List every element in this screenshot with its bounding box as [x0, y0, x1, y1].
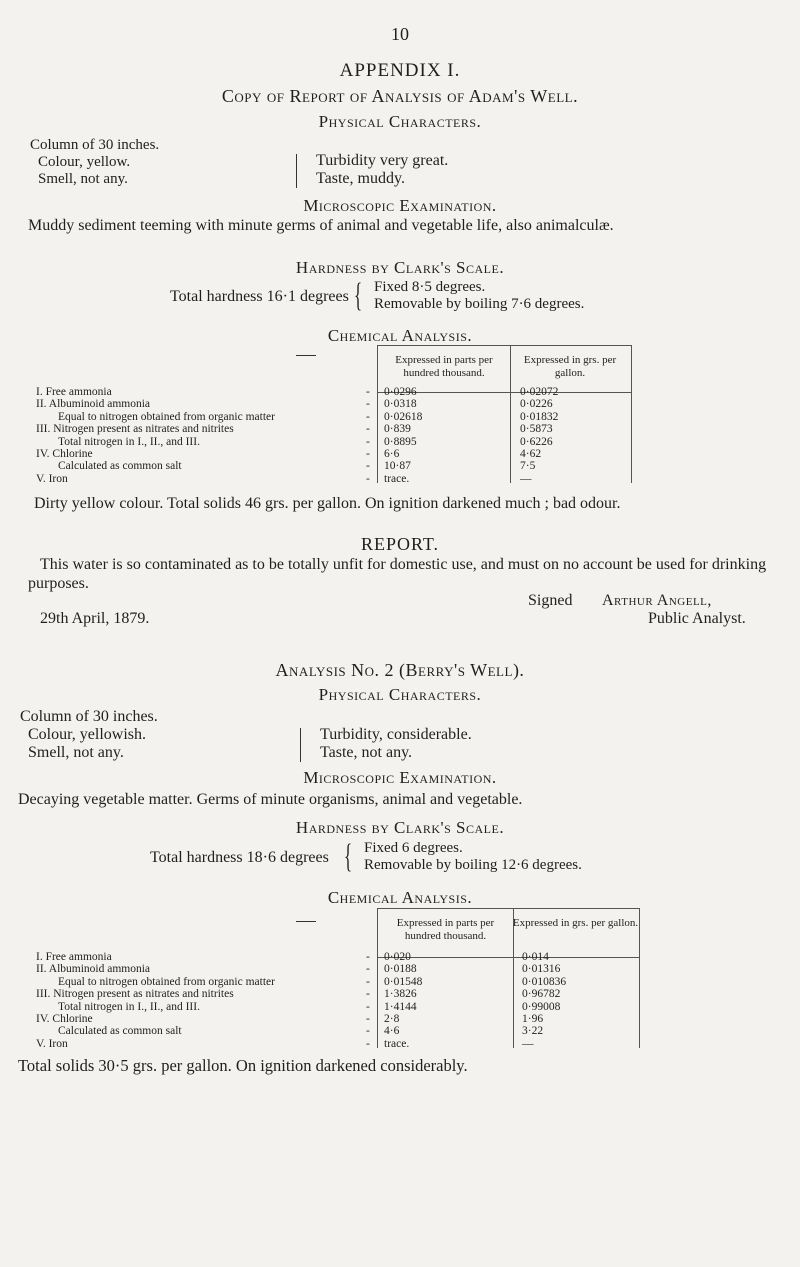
report1-micro-text: Muddy sediment teeming with minute germs of animal and vegetable life, also animalculæ.: [28, 217, 614, 234]
table-cell-parts: trace.: [384, 472, 410, 485]
table-cell-grs: 7·5: [520, 460, 536, 473]
table-cell-grs: 0·01832: [520, 410, 559, 423]
table-row-label: V. Iron: [36, 472, 68, 485]
table-cell-parts: 0·8895: [384, 435, 417, 448]
table-cell-parts: trace.: [384, 1037, 410, 1050]
report2-micro-text: Decaying vegetable matter. Germs of minute organisms, animal and vegetable.: [18, 791, 523, 808]
report2-turbidity: Turbidity, considerable.: [320, 726, 472, 743]
leader-dashes: -: [366, 435, 370, 448]
leader-dashes: -: [366, 472, 370, 485]
table-cell-parts: 0·839: [384, 423, 411, 436]
signer-title: Public Analyst.: [648, 610, 746, 627]
table-cell-parts: 6·6: [384, 448, 400, 460]
report1-report-text: This water is so contaminated as to be totally unfit for domestic use, and must on no account be used for drinking purposes.: [28, 556, 767, 592]
report2-chemical-heading: Chemical Analysis.: [327, 888, 473, 907]
report2-colour: Colour, yellowish.: [28, 726, 147, 743]
table-row-label: Calculated as common salt: [58, 1025, 182, 1038]
table-row-label: III. Nitrogen present as nitrates and nitrites: [36, 423, 234, 436]
table-cell-parts: 0·020: [384, 951, 411, 963]
table-row-label: Total nitrogen in I., II., and III.: [58, 1000, 200, 1013]
report2-col-header-grs: Expressed in grs. per gallon.: [512, 908, 640, 958]
report2-smell: Smell, not any.: [28, 744, 124, 761]
report1-col-header-grs: Expressed in grs. per gallon.: [509, 345, 632, 393]
table-cell-parts: 0·0318: [384, 398, 417, 411]
table-cell-parts: 0·0188: [384, 963, 417, 976]
report1-hardness-fixed: Fixed 8·5 degrees.: [374, 279, 486, 295]
report2-hardness-fixed: Fixed 6 degrees.: [364, 840, 463, 856]
table-row-label: IV. Chlorine: [36, 1013, 93, 1025]
table-row-label: II. Albuminoid ammonia: [36, 398, 151, 411]
table-row-label: IV. Chlorine: [36, 448, 93, 460]
report2-title: Analysis No. 2 (Berry's Well).: [275, 660, 525, 680]
brace-icon: {: [344, 838, 353, 875]
report1-column: Column of 30 inches.: [30, 137, 160, 153]
report2-divider: [300, 728, 301, 762]
table-row-label: II. Albuminoid ammonia: [36, 963, 151, 976]
leader-dashes: -: [366, 386, 370, 398]
brace-icon: {: [354, 277, 363, 314]
leader-dashes: -: [366, 410, 370, 423]
report2-hardness-block: [150, 838, 630, 878]
appendix-title: APPENDIX I.: [339, 60, 461, 81]
page-number: 10: [391, 24, 409, 44]
table-row-label: Equal to nitrogen obtained from organic matter: [58, 975, 275, 988]
table-cell-grs: 4·62: [520, 448, 542, 460]
leader-dashes: -: [366, 460, 370, 473]
report1-micro-heading: Microscopic Examination.: [303, 196, 497, 215]
blank-header-dash: [296, 355, 316, 356]
table-cell-grs: 0·014: [522, 951, 549, 963]
report1-col-header-parts: Expressed in parts per hundred thousand.: [377, 345, 511, 393]
table-cell-grs: 0·02072: [520, 386, 559, 398]
leader-dashes: -: [366, 988, 370, 1001]
report1-turbidity: Turbidity very great.: [316, 152, 449, 169]
report1-chemical-heading: Chemical Analysis.: [327, 326, 473, 345]
table-cell-grs: 1·96: [522, 1013, 544, 1025]
leader-dashes: -: [366, 1037, 370, 1050]
leader-dashes: -: [366, 975, 370, 988]
table-row-label: Total nitrogen in I., II., and III.: [58, 435, 200, 448]
report1-summary: Dirty yellow colour. Total solids 46 grs. per gallon. On ignition darkened much ; bad odour.: [34, 495, 621, 512]
leader-dashes: -: [366, 963, 370, 976]
report1-report-heading: REPORT.: [360, 534, 440, 554]
report2-hardness-total: Total hardness 18·6 degrees: [150, 849, 329, 866]
report1-hardness-removable: Removable by boiling 7·6 degrees.: [374, 296, 585, 312]
table-cell-parts: 0·02618: [384, 410, 423, 423]
report1-colour: Colour, yellow.: [38, 154, 131, 170]
leader-dashes: -: [366, 1013, 370, 1025]
table-cell-grs: 0·99008: [522, 1000, 561, 1013]
report1-smell: Smell, not any.: [38, 171, 128, 187]
leader-dashes: -: [366, 398, 370, 411]
table-cell-grs: —: [520, 472, 532, 485]
report2-micro-heading: Microscopic Examination.: [303, 768, 497, 787]
table-row-label: I. Free ammonia: [36, 951, 112, 963]
report2-taste: Taste, not any.: [320, 744, 413, 761]
report1-hardness-total: Total hardness 16·1 degrees: [170, 288, 349, 305]
leader-dashes: -: [366, 1000, 370, 1013]
leader-dashes: -: [366, 1025, 370, 1038]
blank-header-dash: [296, 921, 316, 922]
table-cell-parts: 0·0296: [384, 386, 417, 398]
report2-hardness-removable: Removable by boiling 12·6 degrees.: [364, 857, 582, 873]
leader-dashes: -: [366, 423, 370, 436]
table-row-label: Equal to nitrogen obtained from organic matter: [58, 410, 275, 423]
table-cell-grs: 0·6226: [520, 435, 553, 448]
report1-title: Copy of Report of Analysis of Adam's Well.: [221, 86, 579, 106]
table-cell-parts: 2·8: [384, 1013, 400, 1025]
report1-physical-heading: Physical Characters.: [318, 112, 482, 131]
report2-summary: Total solids 30·5 grs. per gallon. On ignition darkened considerably.: [18, 1056, 468, 1075]
report1-hardness-block: [170, 277, 630, 317]
table-cell-grs: 0·01316: [522, 963, 561, 976]
table-cell-grs: 0·5873: [520, 423, 553, 436]
leader-dashes: -: [366, 448, 370, 460]
table-row-label: Calculated as common salt: [58, 460, 182, 473]
report1-taste: Taste, muddy.: [316, 170, 405, 187]
table-cell-parts: 10·87: [384, 460, 411, 473]
leader-dashes: -: [366, 951, 370, 963]
signed-label: Signed: [528, 592, 573, 609]
table-row-label: I. Free ammonia: [36, 386, 112, 398]
signer-name: Arthur Angell,: [602, 592, 712, 609]
table-cell-grs: 0·0226: [520, 398, 553, 411]
table-cell-grs: 0·010836: [522, 975, 567, 988]
table-cell-parts: 4·6: [384, 1025, 400, 1038]
report2-col-header-parts: Expressed in parts per hundred thousand.: [377, 908, 514, 958]
report2-hardness-heading: Hardness by Clark's Scale.: [295, 818, 505, 837]
report-date: 29th April, 1879.: [40, 610, 150, 627]
table-cell-grs: 3·22: [522, 1025, 544, 1038]
table-cell-grs: —: [522, 1037, 534, 1050]
table-cell-parts: 1·4144: [384, 1000, 417, 1013]
report1-divider: [296, 154, 297, 188]
table-row-label: V. Iron: [36, 1037, 68, 1050]
table-cell-parts: 0·01548: [384, 975, 423, 988]
table-cell-parts: 1·3826: [384, 988, 417, 1001]
report1-hardness-heading: Hardness by Clark's Scale.: [295, 258, 505, 277]
table-row-label: III. Nitrogen present as nitrates and nitrites: [36, 988, 234, 1001]
report2-column: Column of 30 inches.: [20, 708, 158, 725]
table-cell-grs: 0·96782: [522, 988, 561, 1001]
report2-physical-heading: Physical Characters.: [318, 685, 482, 704]
